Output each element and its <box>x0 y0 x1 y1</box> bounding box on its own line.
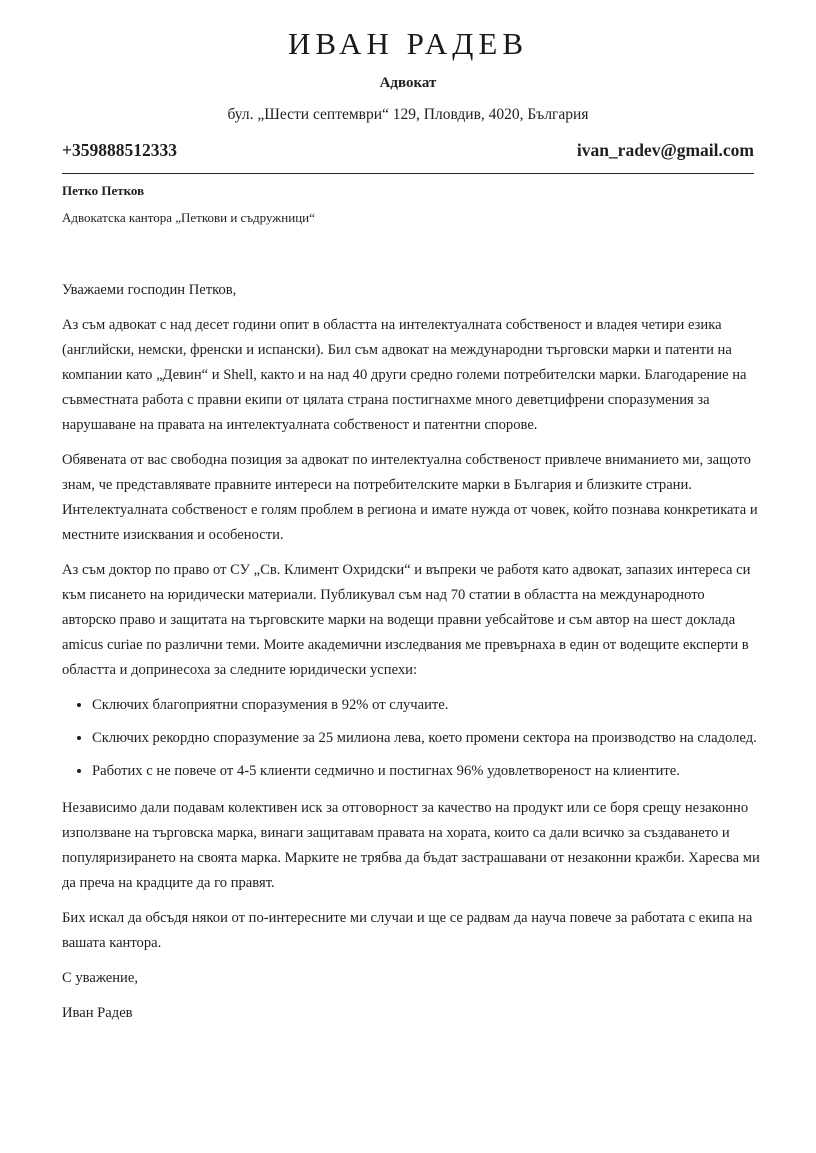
list-item: • Работих с не повече от 4-5 клиенти седмично и постигнах 96% удовлетвореност на клиентите. <box>92 759 762 784</box>
email-address: ivan_radev@gmail.com <box>576 140 754 160</box>
signature: Иван Радев <box>62 1005 133 1021</box>
recipient-company: Адвокатска кантора „Петкови и съдружници“ <box>62 210 315 225</box>
list-item: • Сключих рекордно споразумение за 25 милиона лева, което промени сектора на производство на сладолед. <box>92 726 762 751</box>
applicant-name: ИВАН РАДЕВ <box>287 26 529 61</box>
phone-number: +359888512333 <box>62 140 177 160</box>
recipient-name: Петко Петков <box>62 183 145 198</box>
letter-body <box>62 278 762 1036</box>
contact-row <box>62 140 754 164</box>
paragraph: Аз съм адвокат с над десет години опит в областта на интелектуалната собственост и владея четири езика (английски, немски, френски и испански). Бил съм адвокат на международни търговски марки и патенти на компании като „Девин“ и Shell, както и на над 40 други средно големи потребителски марки. Благодарение на съвместната работа с правни екипи от цялата страна постигнахме много деветцифрени споразумения за нарушаване на правата на интелектуалната собственост и патентни спорове. <box>62 317 747 433</box>
greeting: Уважаеми господин Петков, <box>62 282 237 298</box>
paragraph: Бих искал да обсъдя някои от по-интересните ми случаи и ще се радвам да науча повече за работата с екипа на вашата кантора. <box>62 910 753 951</box>
applicant-role: Адвокат <box>379 75 437 91</box>
achievements-list <box>62 693 762 784</box>
paragraph: Обявената от вас свободна позиция за адвокат по интелектуална собственост привлече вниманието ми, защото знам, че представлявате правните интереси на потребителските марки в България и близките страни. Интелектуалната собственост е голям проблем в региона и имате нужда от човек, който познава конкретиката и местните изисквания и особености. <box>62 452 758 543</box>
applicant-address: бул. „Шести септември“ 129, Пловдив, 4020, България <box>227 106 589 123</box>
header-divider <box>62 173 754 174</box>
paragraph: Независимо дали подавам колективен иск за отговорност за качество на продукт или се боря срещу незаконно използване на търговска марка, винаги защитавам правата на хората, които са дали всичко за създаването и популяризирането на своята марка. Марките не трябва да бъдат застрашавани от незаконни кражби. Харесва ми да преча на крадците да го правят. <box>62 800 760 891</box>
paragraph: Аз съм доктор по право от СУ „Св. Климент Охридски“ и въпреки че работя като адвокат, запазих интереса си към писането на юридически материали. Публикувал съм над 70 статии в областта на международното авторско право и защитата на търговските марки на водещи правни уебсайтове и съм автор на шест доклада amicus curiae по различни теми. Моите академични изследвания ме превърнаха в един от водещите експерти в областта и допринесоха за следните юридически успехи: <box>62 562 751 678</box>
list-item: • Сключих благоприятни споразумения в 92% от случаите. <box>92 693 762 718</box>
closing: С уважение, <box>62 970 138 986</box>
